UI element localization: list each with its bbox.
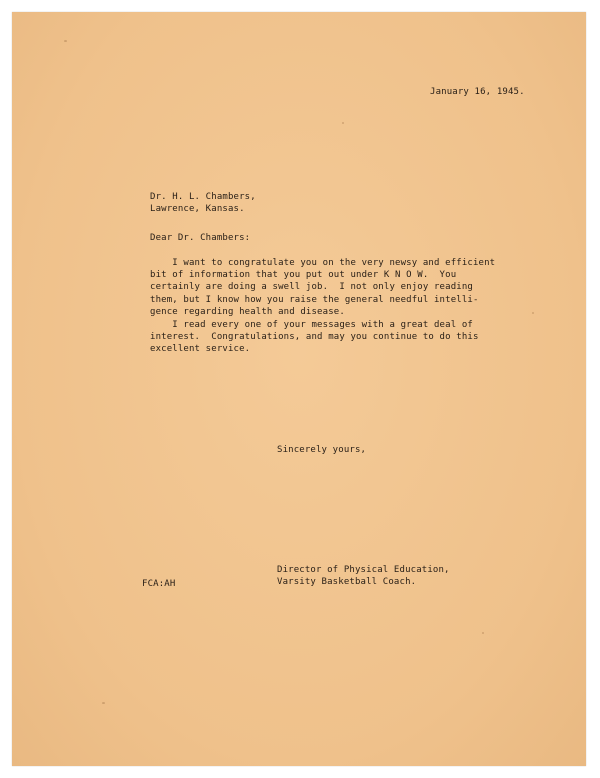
paragraph-line: I read every one of your messages with a great deal of	[150, 320, 473, 330]
closing: Sincerely yours,	[277, 445, 367, 455]
recipient-address	[150, 191, 256, 215]
letter-date: January 16, 1945.	[430, 87, 525, 97]
signature-title: Director of Physical Education,	[277, 565, 450, 575]
paragraph-line: certainly are doing a swell job. I not only enjoy reading	[150, 282, 473, 293]
paper-speck	[342, 122, 344, 124]
signature-role: Varsity Basketball Coach.	[277, 577, 417, 588]
paragraph-line: them, but I know how you raise the general needful intelli-	[150, 294, 479, 305]
paper-speck	[102, 702, 105, 704]
recipient-city: Lawrence, Kansas.	[150, 204, 245, 215]
body-paragraph-2	[150, 319, 479, 356]
paper-speck	[64, 40, 67, 42]
paper-speck	[482, 632, 484, 634]
recipient-name: Dr. H. L. Chambers,	[150, 192, 256, 202]
reference-initials: FCA:AH	[142, 579, 176, 589]
signature-block	[277, 564, 450, 588]
paragraph-line: interest. Congratulations, and may you continue to do this	[150, 332, 479, 343]
paragraph-line: gence regarding health and disease.	[150, 306, 345, 317]
paragraph-line: excellent service.	[150, 344, 251, 355]
letter-page	[12, 12, 586, 766]
paragraph-line: bit of information that you put out under K N O W. You	[150, 270, 457, 281]
salutation: Dear Dr. Chambers:	[150, 233, 251, 243]
paper-speck	[532, 312, 534, 314]
body-paragraph-1	[150, 257, 495, 318]
paragraph-line: I want to congratulate you on the very newsy and efficient	[150, 258, 496, 268]
